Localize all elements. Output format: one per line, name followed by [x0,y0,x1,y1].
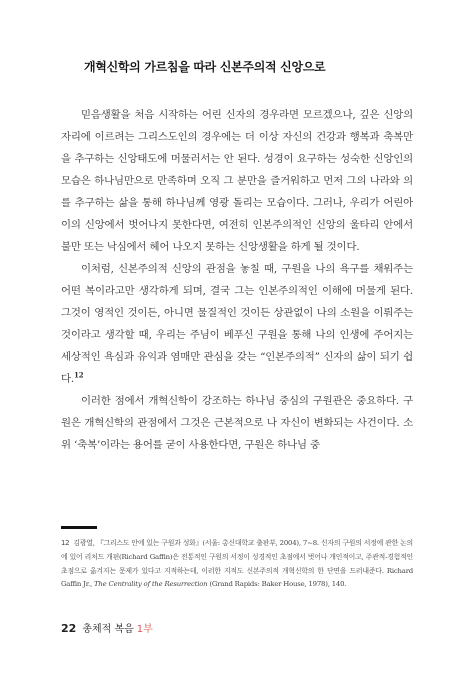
footnote-text: 김광열, 『그리스도 안에 있는 구원과 성화』(서울: 총신대학교 출판부, 2004), 7~8. 신자의 구원의 서정에 관한 논의에 있어 리처드 개핀(Richard Gaffin)은 전통적인 구원의 서정이 성경적인 초점에서 벗어나 개인적이고, 주관적-경험적인 초점으로 옮겨지는 문제가 있다고 지적하는데, 이러한 지적도 신본주의적 개혁신학의 한 단면을 드러내준다. Richard Gaffin Jr., [61,539,413,589]
page-number: 22 [61,622,77,635]
footnote-text-end: (Grand Rapids: Baker House, 1978), 140. [207,580,347,589]
footnote-number: 12 [61,539,70,547]
footnote-divider [61,526,97,529]
footnote-book-title: The Centrality of the Resurrection [94,580,208,589]
paragraph: 이러한 점에서 개혁신학이 강조하는 하나님 중심의 구원관은 중요하다. 구원은 개혁신학의 관점에서 그것은 근본적으로 나 자신이 변화되는 사건이다. 소위 ‘축복’이라는 용어를 굳이 사용한다면, 구원은 하나님 중 [61,395,413,451]
page-footer [61,620,153,635]
section-heading: 개혁신학의 가르침을 따라 신본주의적 신앙으로 [84,60,326,74]
footnote-marker[interactable]: 12 [74,370,84,380]
part-label: 1부 [136,624,153,635]
footnote [61,537,413,592]
paragraph: 이처럼, 신본주의적 신앙의 관점을 놓칠 때, 구원을 나의 욕구를 채워주는 어떤 복이라고만 생각하게 되며, 결국 그는 인본주의적인 이해에 머물게 된다. 그것이 영적인 것이든, 아니면 물질적인 것이든 상관없이 나의 소원을 이뤄주는 것이라고 생각할 때, 우리는 주님이 베푸신 구원을 통해 나의 인생에 주어지는 세상적인 욕심과 유익과 염매만 관심을 갖는 “인본주의적” 신자의 삶이 되기 쉽다.$^{12}$ [61,263,413,385]
running-title: 총체적 복음 [82,624,134,635]
paragraph: 믿음생활을 처음 시작하는 어린 신자의 경우라면 모르겠으나, 깊은 신앙의 자리에 이르려는 그리스도인의 경우에는 더 이상 자신의 건강과 행복과 축복만을 추구하는 신앙태도에 머물러서는 안 된다. 성경이 요구하는 성숙한 신앙인의 모습은 하나님만으로 만족하며 오직 그 분만을 즐거워하고 먼저 그의 나라와 의를 추구하는 삶을 통해 하나님께 영광 돌리는 모습이다. 그러나, 우리가 어린아이의 신앙에서 벗어나지 못한다면, 여전히 인본주의적인 신앙의 울타리 안에서 불만 또는 낙심에서 헤어 나오지 못하는 신앙생활을 하게 될 것이다. [61,109,413,253]
body-text [61,104,413,456]
